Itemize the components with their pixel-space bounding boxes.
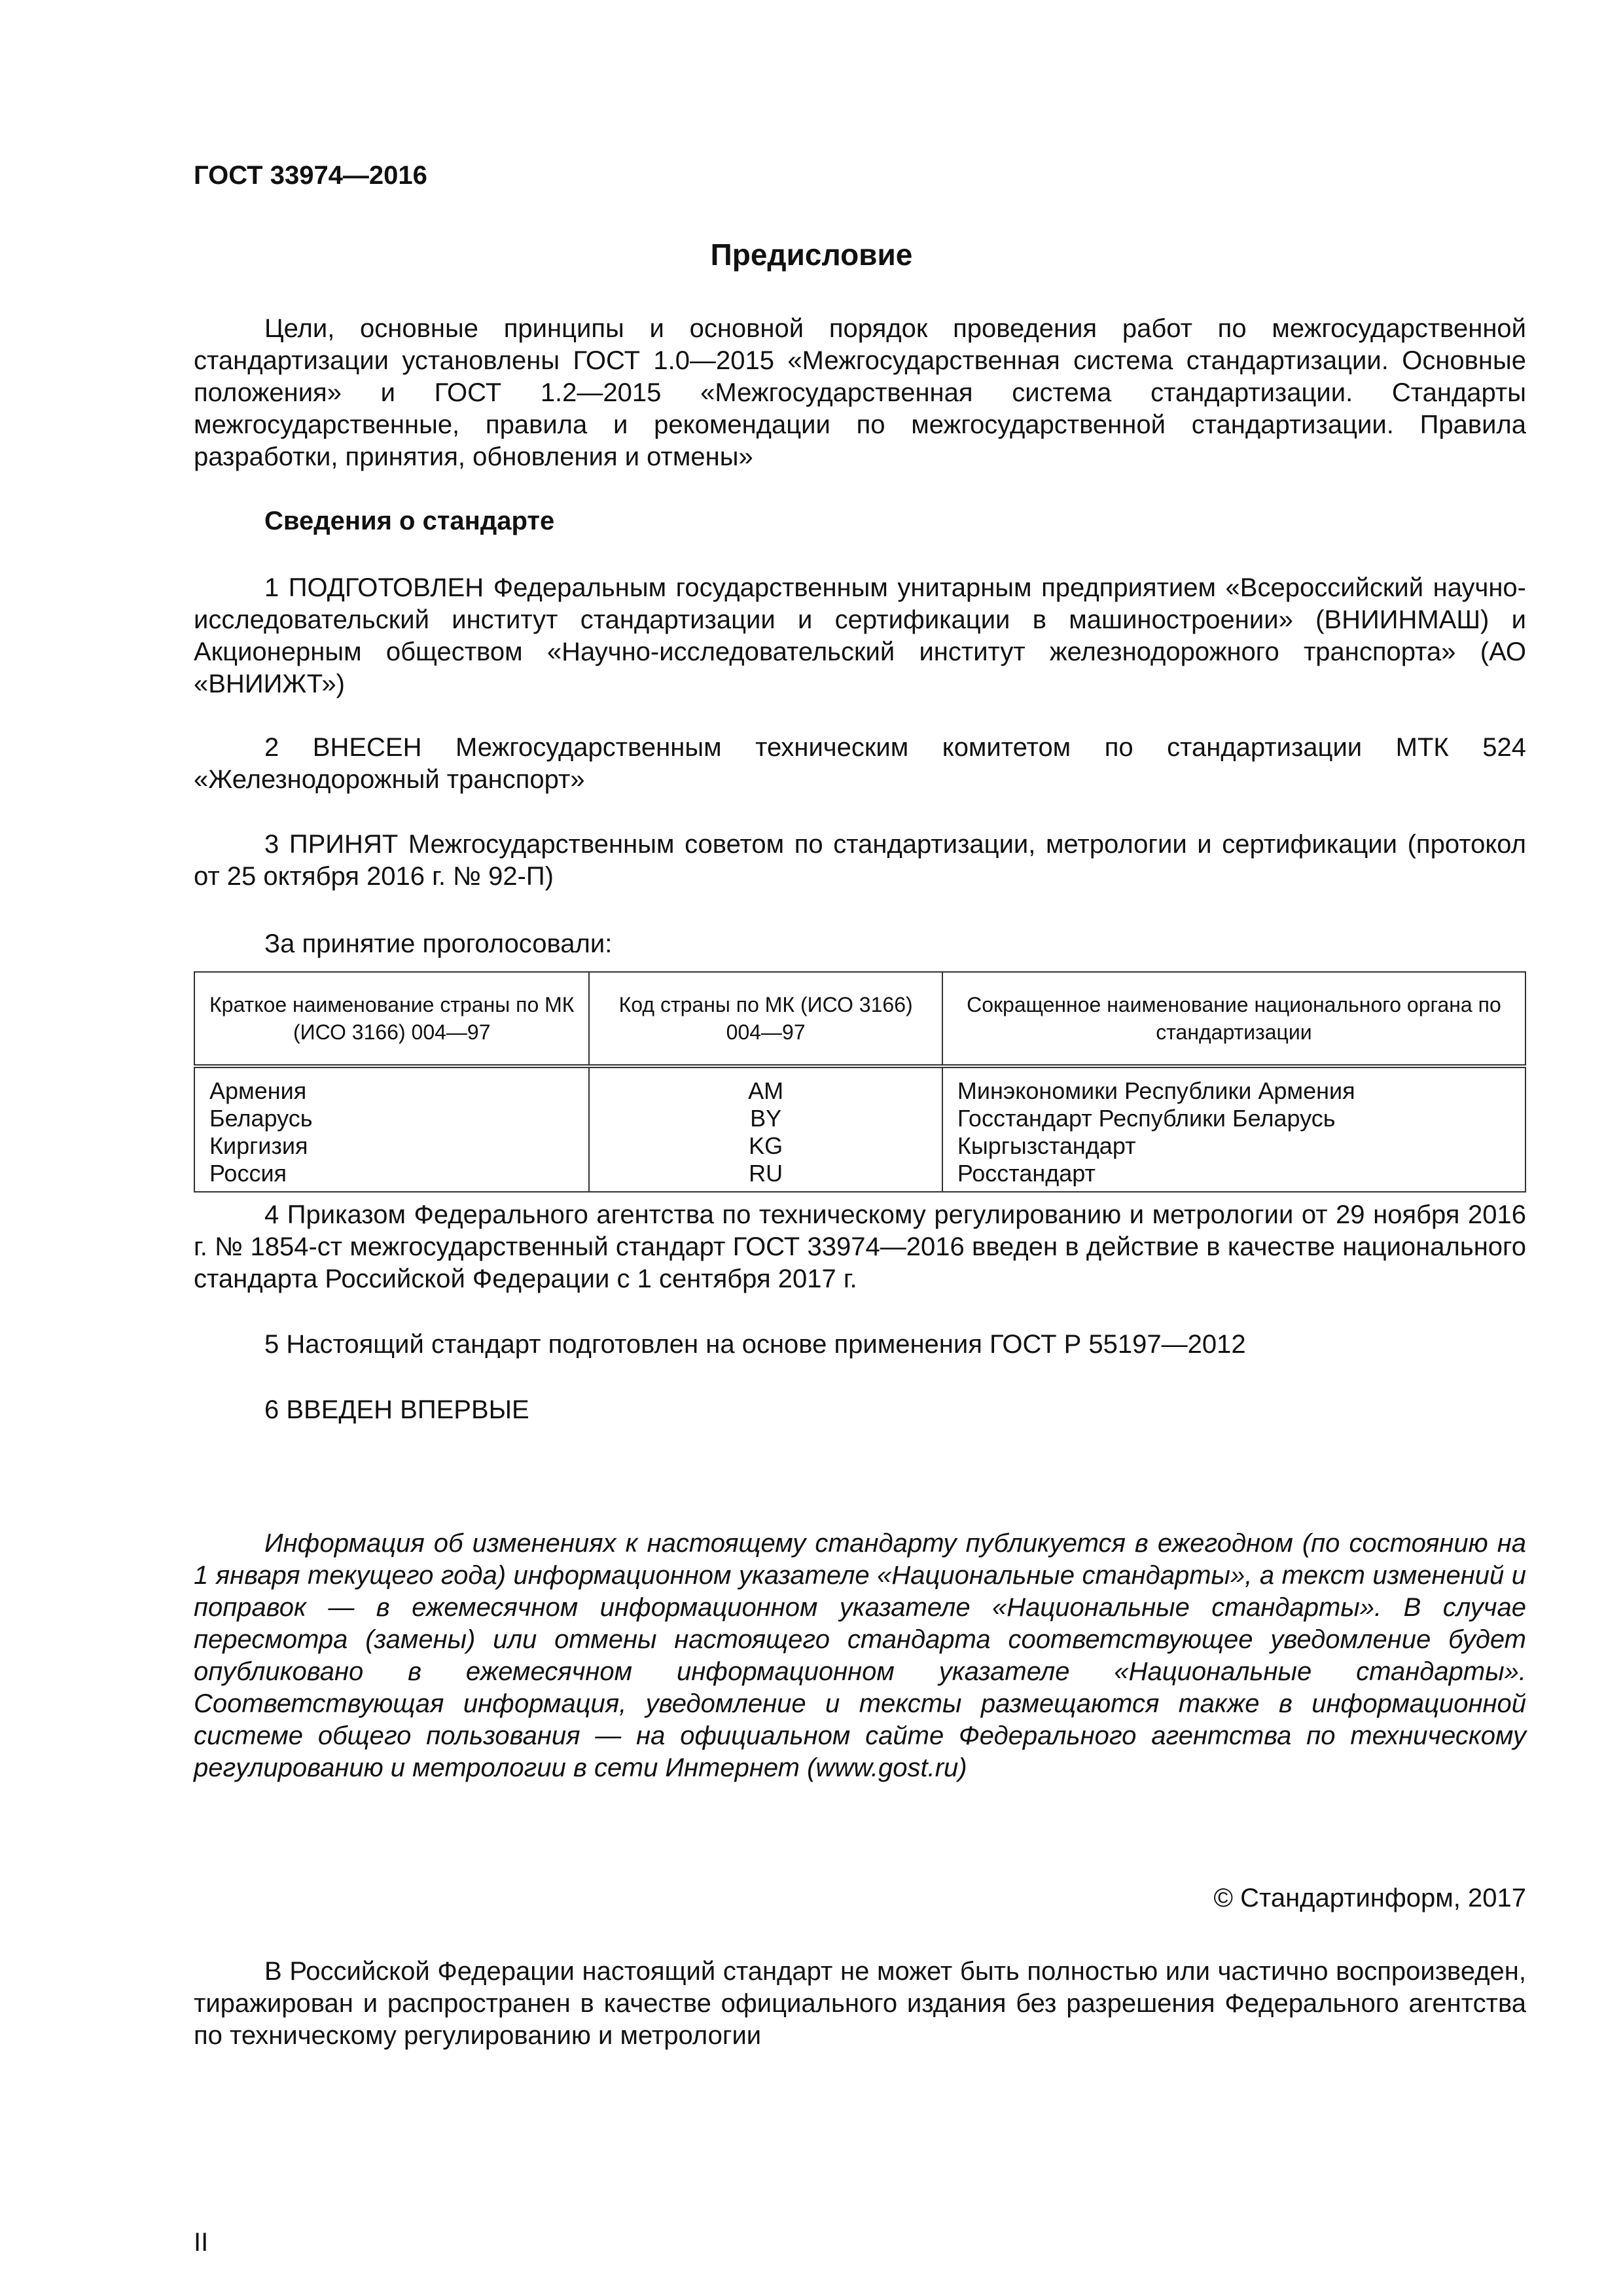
- country-name: Киргизия: [194, 1132, 589, 1160]
- item-1-number: 1: [264, 573, 279, 602]
- table-header-row: [194, 972, 1525, 1066]
- header-national-body: Сокращенное наименование национального органа по стандартизации: [942, 972, 1525, 1066]
- voting-table: [194, 971, 1526, 1193]
- item-2-lead: ВНЕСЕН: [312, 733, 422, 762]
- table-row: [194, 1160, 1525, 1192]
- item-1-text: Федеральным государственным унитарным предприятием «Всероссийский научно-исследовательский институт стандартизации и сертификации в машиностроении» (ВНИИНМАШ) и Акционерным обществом «Научно-исследовательский институт железнодорожного транспорта» (АО «ВНИИЖТ»): [194, 573, 1526, 698]
- table-row: [194, 1105, 1525, 1132]
- country-code: RU: [589, 1160, 942, 1192]
- item-4: 4 Приказом Федерального агентства по техническому регулированию и метрологии от 29 ноября 2016 г. № 1854-ст межгосударственный стандарт ГОСТ 33974—2016 введен в действие в качестве национального стандарта Российской Федерации с 1 сентября 2017 г.: [194, 1200, 1526, 1293]
- page-title: Предисловие: [710, 238, 913, 272]
- country-name: Россия: [194, 1160, 589, 1192]
- intro-paragraph: Цели, основные принципы и основной порядок проведения работ по межгосударственной стандартизации установлены ГОСТ 1.0—2015 «Межгосударственная система стандартизации. Основные положения» и ГОСТ 1.2—2015 «Межгосударственная система стандартизации. Стандарты межгосударственные, правила и рекомендации по межгосударственной стандартизации. Правила разработки, принятия, обновления и отмены»: [194, 314, 1526, 471]
- item-3-lead: ПРИНЯТ: [289, 830, 399, 859]
- item-1-lead: ПОДГОТОВЛЕН: [288, 573, 484, 602]
- item-3-text: Межгосударственным советом по стандартизации, метрологии и сертификации (протокол от 25 октября 2016 г. № 92-П): [194, 830, 1526, 891]
- country-code: AM: [589, 1066, 942, 1105]
- standard-code-header: ГОСТ 33974—2016: [194, 161, 427, 190]
- country-name: Беларусь: [194, 1105, 589, 1132]
- country-code: BY: [589, 1105, 942, 1132]
- national-body: Минэкономики Республики Армения: [942, 1066, 1525, 1105]
- header-country-name: Краткое наименование страны по МК (ИСО 3166) 004—97: [194, 972, 589, 1066]
- change-notice: Информация об изменениях к настоящему стандарту публикуется в ежегодном (по состоянию на 1 января текущего года) информационном указателе «Национальные стандарты», а текст изменений и поправок — в ежемесячном информационном указателе «Национальные стандарты». В случае пересмотра (замены) или отмены настоящего стандарта соответствующее уведомление будет опубликовано в ежемесячном информационном указателе «Национальные стандарты». Соответствующая информация, уведомление и тексты размещаются также в информационной системе общего пользования — на официальном сайте Федерального агентства по техническому регулированию и метрологии в сети Интернет (www.gost.ru): [194, 1529, 1526, 1782]
- national-body: Росстандарт: [942, 1160, 1525, 1192]
- item-2-number: 2: [264, 733, 279, 762]
- table-row: [194, 1132, 1525, 1160]
- item-2-text: Межгосударственным техническим комитетом по стандартизации МТК 524 «Железнодорожный транспорт»: [194, 733, 1526, 794]
- country-name: Армения: [194, 1066, 589, 1105]
- item-5: 5 Настоящий стандарт подготовлен на основе применения ГОСТ Р 55197—2012: [264, 1330, 1246, 1359]
- item-3-number: 3: [264, 830, 279, 859]
- country-code: KG: [589, 1132, 942, 1160]
- info-heading: Сведения о стандарте: [264, 507, 555, 535]
- item-1: [194, 572, 1526, 700]
- item-6: 6 ВВЕДЕН ВПЕРВЫЕ: [264, 1395, 529, 1424]
- national-body: Госстандарт Республики Беларусь: [942, 1105, 1525, 1132]
- item-2: [194, 732, 1526, 796]
- rights-notice: В Российской Федерации настоящий стандарт не может быть полностью или частично воспроизведен, тиражирован и распространен в качестве официального издания без разрешения Федерального агентства по техническому регулированию и метрологии: [194, 1957, 1526, 2050]
- page-number: II: [194, 2228, 209, 2257]
- item-3: [194, 829, 1526, 893]
- header-country-code: Код страны по МК (ИСО 3166) 004—97: [589, 972, 942, 1066]
- vote-label: За принятие проголосовали:: [264, 929, 613, 958]
- table-row: [194, 1066, 1525, 1105]
- copyright: © Стандартинформ, 2017: [1213, 1884, 1526, 1912]
- national-body: Кыргызстандарт: [942, 1132, 1525, 1160]
